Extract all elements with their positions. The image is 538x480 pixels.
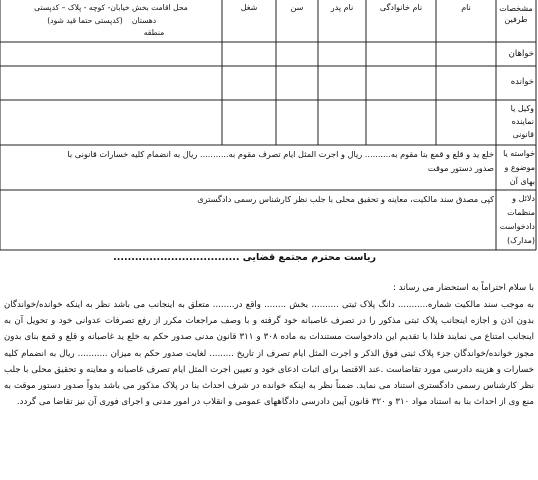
header-family-name: نام خانوادگی — [379, 3, 423, 12]
evidence-text: کپی مصدق سند مالکیت، معاینه و تحقیق محلی با جلب نظر کارشناس رسمی دادگستری — [197, 194, 494, 204]
request-label: خواسته یا موضوع و بهای آن — [503, 149, 535, 186]
request-text-line1: خلع ید و قلع و قمع بنا مقوم به.......... ریال و اجرت المثل ایام تصرف مقوم به........... ریال به انضمام کلیه خسارات قانونی با — [67, 149, 494, 159]
request-text-line2: صدور دستور موقت — [427, 163, 494, 173]
header-address-line1: محل اقامت بخش خیابان- کوچه - پلاک – کدپستی — [34, 3, 188, 12]
header-age: سن — [290, 3, 304, 12]
letter-title: ریاست محترم مجتمع قضایی ................................... — [113, 252, 376, 263]
header-party-specs: مشخصات طرفین — [499, 4, 533, 24]
row-label-plaintiff: خواهان — [508, 49, 534, 59]
header-job: شغل — [240, 3, 258, 12]
row-label-lawyer: وکیل یا نماینده قانونی — [510, 104, 534, 139]
letter-greeting: با سلام احتراماً به استحضار می رساند : — [393, 283, 534, 293]
header-father-name: نام پدر — [330, 3, 354, 12]
header-address-line4: منطقه — [143, 28, 165, 37]
letter-body: به موجب سند مالکیت شماره........... دانگ پلاک ثبتی .......... بخش ........ واقع در........ متعلق به اینجانب می باشد نظر به اینکه خوانده/خواندگان بدون اذن و اجازه اینجانب پلاک ثبتی مذکور را در تصرف غاصبانه خود گرفته و با وصف مراجعات مکرر از رفع تصرفات عدوانی خود و تحویل آن به اینجانب امتناع می نمایند فلذا با تقدیم این دادخواست مستندات به ماده ۳۰۸ و ۳۱۱ قانون مدنی صدور حکم به خلع ید غاصبانه و قلع و قمع بنای بدون مجوز خوانده/خواندگان جزء پلاک ثبتی فوق الذکر و اجرت المثل ایام تصرف از تاریخ ......... لغایت صدور حکم به میزان ........... ریال به انضمام کلیه خسارات و هزینه دادرسی مورد تقاضاست .عند الاقتضا برای اثبات ادعای خود و تعیین اجرت المثل ایام تصرف غاصبانه و معاینه و تحقیق محلی با جلب نظر کارشناس رسمی دادگستری استناد می نماید. ضمناً نظر به اینکه خوانده در شرف احداث بنا در پلاک مذکور می باشد بدواً صدور دستور موقت به منع وی از احداث بنا به استناد مواد ۳۱۰ و ۳۲۰ قانون آیین دادرسی دادگاههای عمومی و انقلاب در امور مدنی و اجرای فوری آن نیز تقاضا می گردد. — [4, 300, 534, 408]
header-address-line2: دهستان — [131, 16, 157, 25]
header-address-line3: (کدپستی حتما قید شود) — [47, 16, 123, 25]
evidence-label: دلائل و منظمات دادخواست (مدارک) — [499, 194, 535, 245]
row-label-defendant: خوانده — [510, 77, 534, 87]
header-name: نام — [461, 3, 471, 12]
